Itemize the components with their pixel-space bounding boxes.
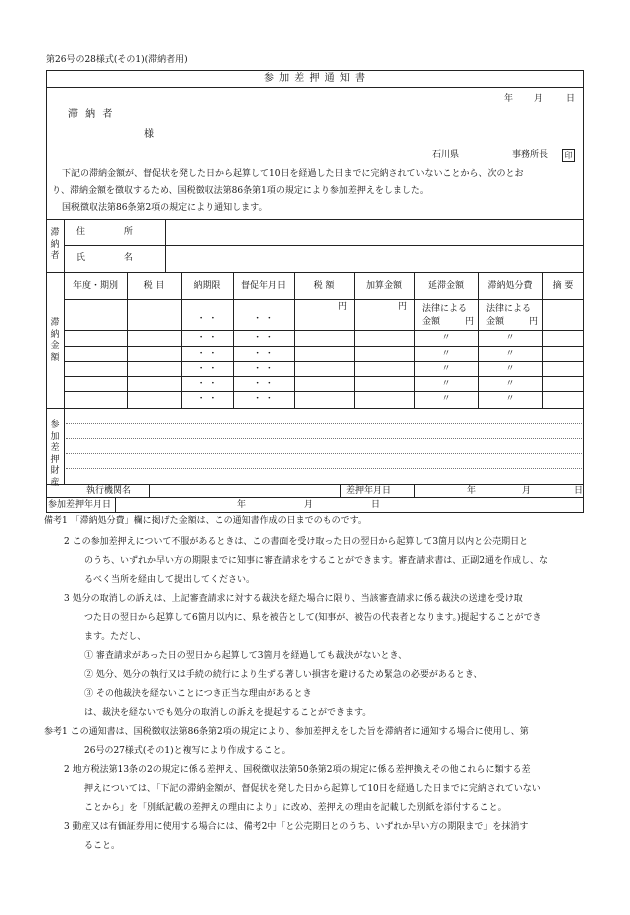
participation-year: 年 <box>237 500 247 510</box>
body-line-2: り、滞納金額を徴収するため、国税徴収法第86条第1項の規定により参加差押えをしました。 <box>52 186 429 196</box>
note-3-item2: ② 処分、処分の執行又は手続の続行により生ずる著しい損害を避けるため緊急の必要があるとき、 <box>84 670 483 680</box>
row5-delinquency-ditto: 〃 <box>441 379 451 389</box>
date-month: 月 <box>534 94 544 104</box>
ref-2: 2 地方税法第13条の2の規定に係る差押え、国税徴収法第50条第2項の規定に係る差押換えその他これらに類する差 <box>64 765 531 775</box>
row4-due-dots: ・ ・ <box>196 364 218 374</box>
ref-2-cont2: ことから」を「別紙記載の差押えの理由により」に改め、差押えの理由を記載した別紙を添付すること。 <box>84 803 507 813</box>
col-header-additional: 加算金額 <box>365 281 402 291</box>
seizure-year: 年 <box>467 486 477 496</box>
note-3-tail: は、裁決を経ないでも処分の取消しの訴えを提起することができます。 <box>84 708 372 718</box>
row6-due-dots: ・ ・ <box>196 394 218 404</box>
addressee-label: 滞 納 者 <box>68 109 115 120</box>
row4-delinquency-ditto: 〃 <box>441 364 451 374</box>
date-day: 日 <box>566 94 576 104</box>
col-header-period: 年度・期別 <box>72 281 118 291</box>
note-3-item1: ① 審査請求があった日の翌日から起算して3箇月を経過しても裁決がないとき、 <box>84 651 408 661</box>
row6-cost-ditto: 〃 <box>505 394 515 404</box>
delinquency-amount: 金額 <box>422 317 441 327</box>
seal-stamp: 印 <box>562 149 575 162</box>
participation-day: 日 <box>371 500 381 510</box>
col-header-reminder-date: 督促年月日 <box>240 281 286 291</box>
body-line-3: 国税徴収法第86条第2項の規定により通知します。 <box>62 203 268 213</box>
row4-reminder-dots: ・ ・ <box>253 364 274 374</box>
row6-delinquency-ditto: 〃 <box>441 394 451 404</box>
note-3-cont2: ます。ただし、 <box>84 632 147 642</box>
amount-section-label: 滞納金額 <box>50 318 60 363</box>
row4-cost-ditto: 〃 <box>505 364 515 374</box>
row5-cost-ditto: 〃 <box>505 379 515 389</box>
taxpayer-top <box>46 219 584 220</box>
row6-reminder-dots: ・ ・ <box>253 394 274 404</box>
note-2-cont2: るべく当所を経由して提出してください。 <box>84 575 256 585</box>
row1-reminder-dots: ・ ・ <box>253 314 274 324</box>
form-title: 参 加 差 押 通 知 書 <box>263 73 367 84</box>
participation-date-label: 参加差押年月日 <box>48 500 112 510</box>
delinquency-yen: 円 <box>465 317 475 327</box>
title-divider <box>46 87 584 88</box>
seizure-date-label: 差押年月日 <box>346 486 392 496</box>
row2-reminder-dots: ・ ・ <box>253 333 274 343</box>
note-3-cont1: つた日の翌日から起算して6箇月以内に、県を被告として(知事が、被告の代表者となります。)提起することができ <box>84 613 542 623</box>
col-header-tax-amount: 税 額 <box>313 281 335 291</box>
note-3-item3: ③ その他裁決を経ないことにつき正当な理由があるとき <box>84 689 312 699</box>
note-1: 備考1 「滞納処分費」欄に掲げた金額は、この通知書作成の日までのものです。 <box>44 516 367 526</box>
agency-label: 執行機関名 <box>86 486 132 496</box>
address-label: 住 所 <box>76 227 151 237</box>
row5-reminder-dots: ・ ・ <box>253 379 274 389</box>
ref-1-cont: 26号の27様式(その1)と複写により作成すること。 <box>84 746 291 756</box>
row3-due-dots: ・ ・ <box>196 349 218 359</box>
row2-due-dots: ・ ・ <box>196 333 218 343</box>
ref-3: 3 動産又は有価証券用に使用する場合には、備考2中「と公売期日とのうち、いずれか早い方の期限まで」を抹消す <box>64 822 529 832</box>
col-header-disposition-cost: 滞納処分費 <box>487 281 533 291</box>
body-line-1: 下記の滞納金額が、督促状を発した日から起算して10日を経過した日までに完納されていないことから、次のとお <box>62 169 524 179</box>
note-2-cont1: のうち、いずれか早い方の期限までに知事に審査請求をすることができます。審査請求書は、正副2通を作成し、な <box>84 556 549 566</box>
taxpayer-section-label: 滞納者 <box>50 228 60 261</box>
issuer-prefecture: 石川県 <box>432 150 460 160</box>
row3-reminder-dots: ・ ・ <box>253 349 274 359</box>
ref-1: 参考1 この通知書は、国税徴収法第86条第2項の規定により、参加差押えをした旨を滞納者に通知する場合に使用し、第 <box>44 727 529 737</box>
property-section-label: 参加差押財産 <box>50 420 60 488</box>
ref-3-cont: ること。 <box>84 841 121 851</box>
additional-yen: 円 <box>398 302 408 312</box>
property-top <box>46 408 584 409</box>
delinquency-by-law: 法律による <box>422 304 468 314</box>
cost-amount: 金額 <box>486 317 505 327</box>
ref-2-cont1: 押えについては、「下記の滞納金額が、督促状を発した日から起算して10日を経過した日までに完納されていない <box>84 784 541 794</box>
date-year: 年 <box>504 94 514 104</box>
note-3: 3 処分の取消しの訴えは、上記審査請求に対する裁決を経た場合に限り、当該審査請求に係る裁決の送達を受け取 <box>64 594 523 604</box>
row2-cost-ditto: 〃 <box>505 333 515 343</box>
participation-month: 月 <box>304 500 314 510</box>
row2-delinquency-ditto: 〃 <box>441 333 451 343</box>
cost-yen: 円 <box>529 317 539 327</box>
cost-by-law: 法律による <box>486 304 532 314</box>
row1-due-date-dots: ・ ・ <box>196 314 218 324</box>
issuer-office: 事務所長 <box>512 150 549 160</box>
row3-delinquency-ditto: 〃 <box>441 349 451 359</box>
col-header-due-date: 納期限 <box>193 281 221 291</box>
name-label: 氏 名 <box>76 253 151 263</box>
tax-amount-yen: 円 <box>338 302 348 312</box>
form-id: 第26号の28様式(その1)(滞納者用) <box>46 55 188 65</box>
row5-due-dots: ・ ・ <box>196 379 218 389</box>
note-2: 2 この参加差押えについて不服があるときは、この書面を受け取った日の翌日から起算して3箇月以内と公売期日と <box>64 537 529 547</box>
seizure-day: 日 <box>574 486 584 496</box>
col-header-remarks: 摘 要 <box>552 281 574 291</box>
addressee-honorific: 様 <box>144 129 154 140</box>
row3-cost-ditto: 〃 <box>505 349 515 359</box>
col-header-tax-item: 税 目 <box>143 281 165 291</box>
col-header-delinquency: 延滞金額 <box>427 281 464 291</box>
seizure-month: 月 <box>522 486 532 496</box>
